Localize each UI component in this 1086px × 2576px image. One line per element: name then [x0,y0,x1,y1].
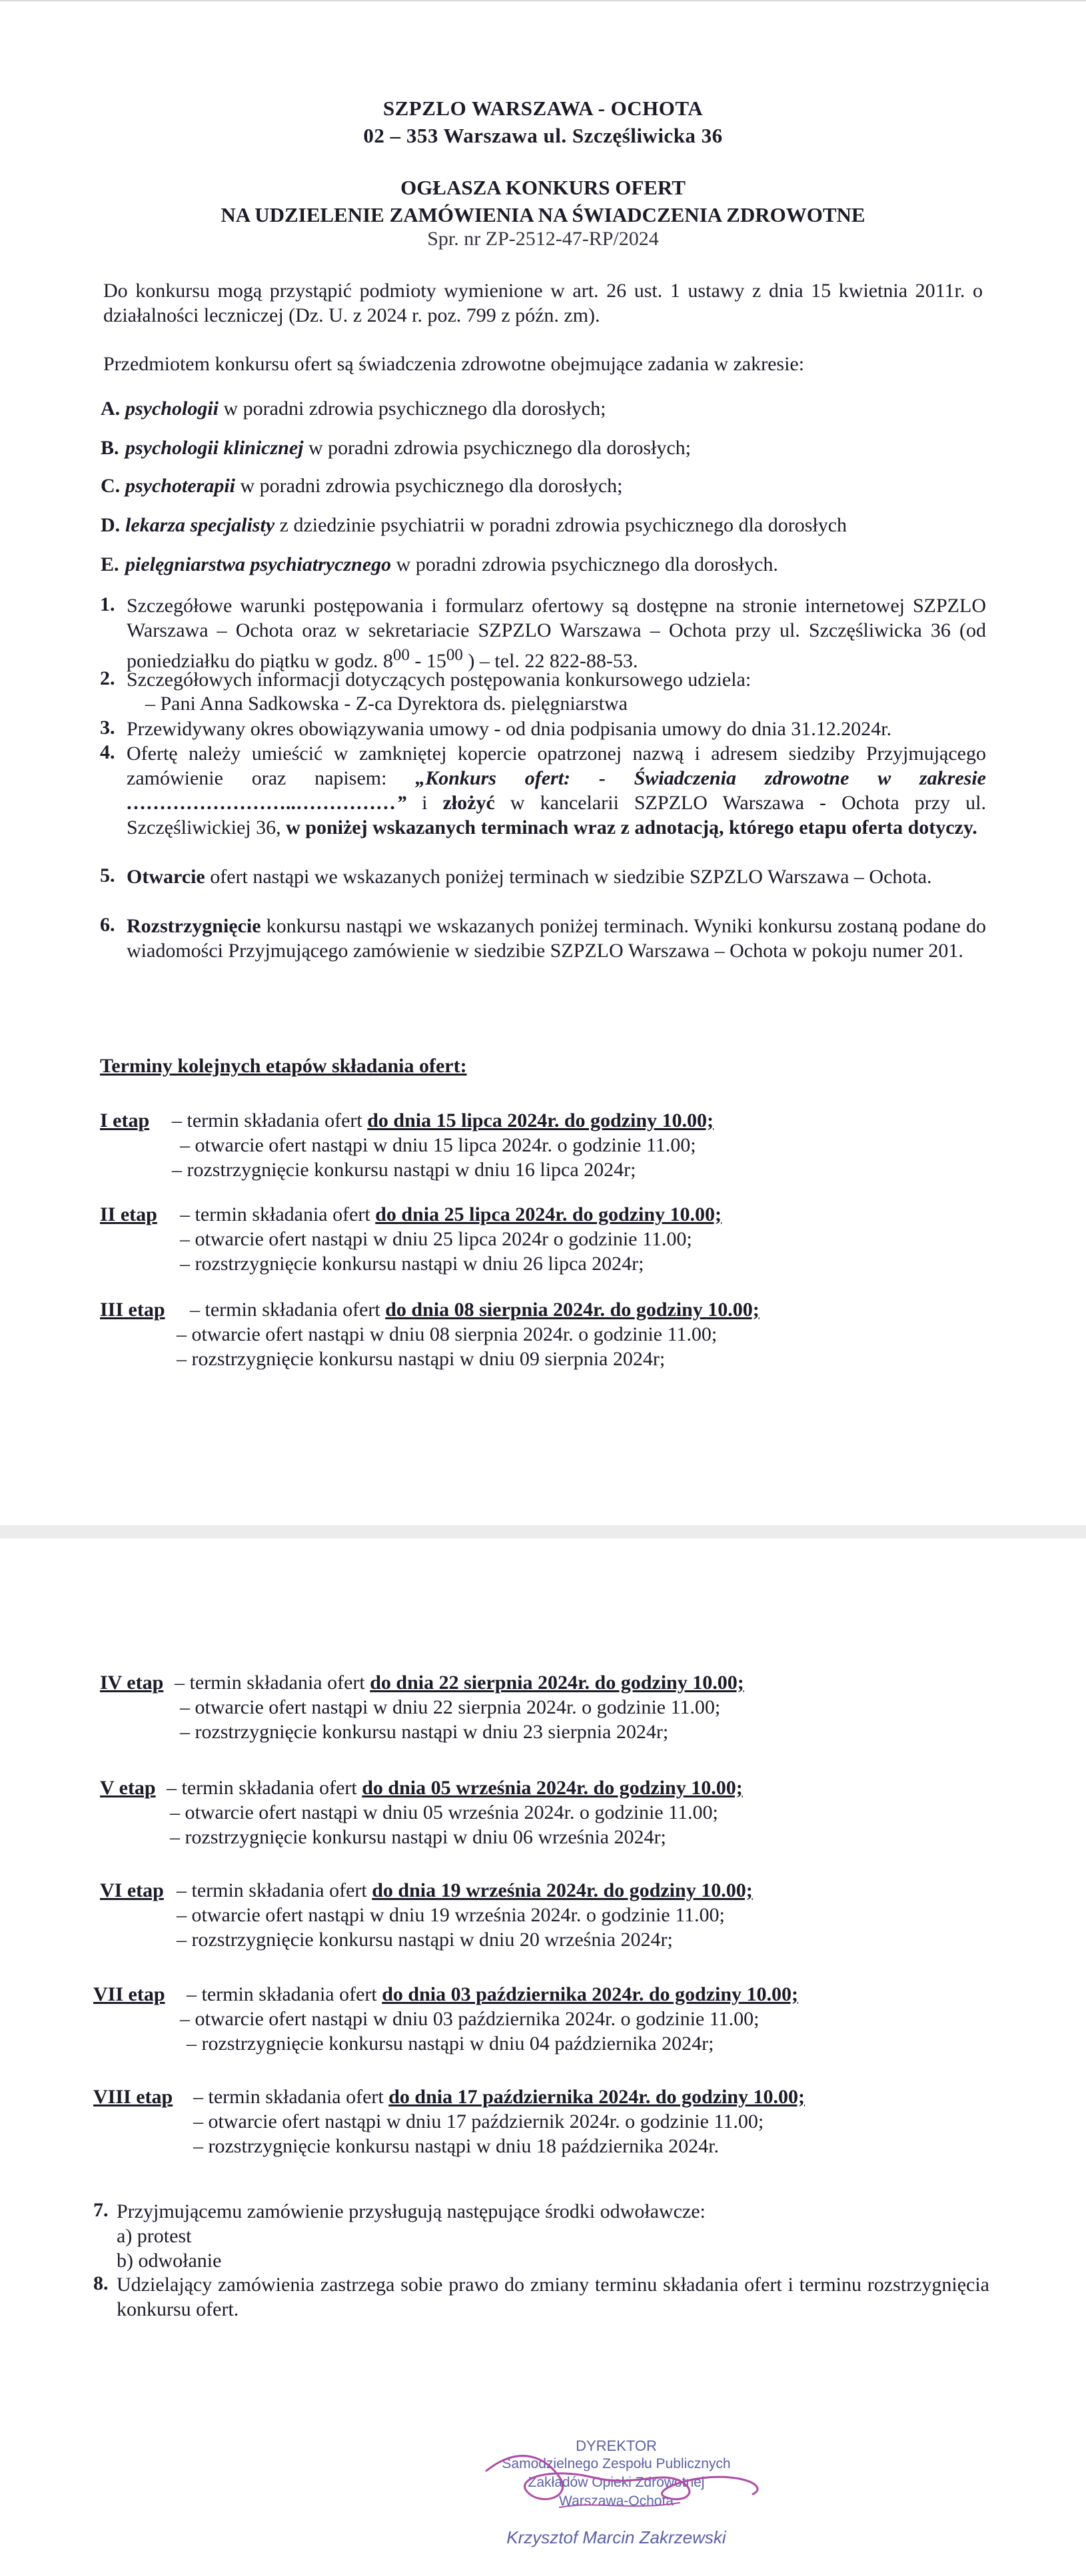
etap-label: IV etap [100,1672,164,1694]
announcement-title: OGŁASZA KONKURS OFERT [400,176,686,199]
scope-rest: w poradni zdrowia psychicznego dla dorosłych; [219,398,606,420]
etap-deadline: do dnia 17 października 2024r. do godziny 10.00; [388,2086,806,2108]
intro-eligibility: Do konkursu mogą przystąpić podmioty wymienione w art. 26 ust. 1 ustawy z dnia 15 kwietnia 2011r. o działalności leczniczej (Dz. U. z 2024 r. poz. 799 z późn. zm). [103,280,983,326]
point-3-number: 3. [100,717,115,739]
scope-letter: E. [101,553,119,575]
stamp-line-3: Warszawa-Ochota [559,2493,674,2509]
point-6-bold: Rozstrzygnięcie [127,915,261,937]
etap-opening: – otwarcie ofert nastąpi w dniu 17 październik 2024r. o godzinie 11.00; [193,2110,764,2132]
etap-6 [100,1878,993,1952]
point-1-body: Szczegółowe warunki postępowania i formularz ofertowy są dostępne na stronie internetowej SZPZLO Warszawa – Ochota oraz w sekretariacie SZPZLO Warszawa – Ochota przy ul. Szczęśliwicka 36 (od poniedziałku do piątku w godz. [127,595,986,672]
etap-deadline-prefix: – termin składania ofert [177,1879,372,1901]
remedy-appeal: b) odwołanie [117,2250,222,2272]
point-8-text: Udzielający zamówienia zastrzega sobie prawo do zmiany terminu składania ofert i terminu rozstrzygnięcia konkursu ofert. [117,2274,989,2320]
scope-item-c [101,475,623,497]
scope-bold: lekarza specjalisty [125,514,275,536]
etap-deadline: do dnia 03 października 2024r. do godziny 10.00; [382,1983,799,2005]
etap-resolution: – rozstrzygnięcie konkursu nastąpi w dniu 06 września 2024r; [170,1826,666,1848]
etap-2 [100,1202,993,1276]
envelope-label: „Konkurs ofert: - Świadczenia zdrowotne w zakresie ……………………..……………” [127,767,986,814]
scope-letter: A. [101,398,121,420]
terms-heading: Terminy kolejnych etapów składania ofert: [100,1055,467,1077]
point-4-part: Ofertę należy umieścić w zamkniętej kopercie opatrzonej nazwą i adresem siedziby Przyjmującego zamówienie oraz napisem: [127,743,986,789]
scope-rest: w poradni zdrowia psychicznego dla dorosłych; [303,437,692,459]
etap-resolution: – rozstrzygnięcie konkursu nastąpi w dniu 09 sierpnia 2024r; [177,1348,666,1370]
hours-start-minutes: 00 [392,646,410,664]
etap-label: VI etap [100,1879,164,1901]
etap-deadline-prefix: – termin składania ofert [193,2086,389,2108]
scope-bold: psychologii klinicznej [125,437,304,459]
point-5-number: 5. [100,864,115,886]
hours-dash: - [409,650,426,672]
scope-item-a [101,398,606,420]
etap-deadline: do dnia 15 lipca 2024r. do godziny 10.00; [367,1110,714,1131]
point-2-text: Szczegółowych informacji dotyczących postępowania konkursowego udziela: [127,669,752,691]
point-4-number: 4. [100,741,115,763]
etap-1 [100,1108,993,1182]
stamp-line-2: Zakładów Opieki Zdrowotnej [528,2475,705,2490]
stamp-title: DYREKTOR [576,2437,657,2454]
point-4-bold-note: w poniżej wskazanych terminach wraz z adnotacją, którego etapu oferta dotyczy. [286,816,977,838]
point-6-body: konkursu nastąpi we wskazanych poniżej terminach. Wyniki konkursu zostaną podane do wiadomości Przyjmującego zamówienie w siedzibie SZPZLO Warszawa – Ochota w pokoju numer 201. [127,915,986,962]
etap-deadline-prefix: – termin składania ofert [167,1777,362,1799]
scope-bold: psychoterapii [125,475,235,497]
scope-letter: D. [101,514,121,536]
remedy-protest: a) protest [117,2225,192,2247]
point-4-part: i [406,792,443,814]
stamp-line-1: Samodzielnego Zespołu Publicznych [502,2456,731,2471]
handwritten-signature [460,2431,780,2544]
scope-letter: C. [101,475,121,497]
etap-opening: – otwarcie ofert nastąpi w dniu 03 października 2024r. o godzinie 11.00; [180,2008,760,2030]
point-6-text [127,914,986,963]
etap-label: II etap [100,1203,157,1225]
etap-label: V etap [100,1777,156,1799]
etap-resolution: – rozstrzygnięcie konkursu nastąpi w dniu 20 września 2024r; [177,1929,673,1951]
point-8-number: 8. [93,2272,109,2294]
scope-letter: B. [101,437,119,459]
etap-resolution: – rozstrzygnięcie konkursu nastąpi w dniu 18 października 2024r. [193,2135,719,2157]
scope-rest: w poradni zdrowia psychicznego dla dorosłych. [391,553,778,575]
etap-deadline-prefix: – termin składania ofert [190,1299,386,1321]
hours-end: 15 [426,650,446,672]
intro-subject: Przedmiotem konkursu ofert są świadczenia zdrowotne obejmujące zadania w zakresie: [103,353,805,375]
etap-5 [100,1775,993,1849]
hours-start: 8 [382,650,393,672]
etap-deadline-prefix: – termin składania ofert [175,1672,370,1694]
point-2-contact: – Pani Anna Sadkowska - Z-ca Dyrektora ds. pielęgniarstwa [145,693,628,715]
point-4-bold: złożyć [442,792,495,814]
etap-deadline: do dnia 22 sierpnia 2024r. do godziny 10.00; [370,1672,744,1694]
etap-8 [93,2085,993,2158]
scope-bold: pielęgniarstwa psychiatrycznego [125,553,392,575]
scope-item-b [101,437,692,460]
etap-label: VIII etap [93,2086,173,2108]
scope-item-e [101,553,778,576]
etap-resolution: – rozstrzygnięcie konkursu nastąpi w dniu 23 sierpnia 2024r; [180,1721,669,1743]
etap-opening: – otwarcie ofert nastąpi w dniu 05 września 2024r. o godzinie 11.00; [170,1801,718,1823]
org-address: 02 – 353 Warszawa ul. Szczęśliwicka 36 [363,124,723,147]
scope-rest: w poradni zdrowia psychicznego dla dorosłych; [235,475,623,497]
etap-deadline: do dnia 05 września 2024r. do godziny 10.00; [362,1777,743,1799]
etap-deadline: do dnia 25 lipca 2024r. do godziny 10.00; [375,1203,722,1225]
point-7-number: 7. [93,2199,109,2221]
page-top-border [0,0,1086,1]
point-3-text: Przewidywany okres obowiązywania umowy - od dnia podpisania umowy do dnia 31.12.2024r. [127,718,892,740]
etap-opening: – otwarcie ofert nastąpi w dniu 19 września 2024r. o godzinie 11.00; [177,1904,725,1926]
point-4-part: w kancelarii SZPZLO Warszawa - Ochota przy ul. Szczęśliwickiej 36, [127,792,986,838]
scope-bold: psychologii [125,398,219,420]
etap-7 [93,1982,993,2056]
etap-opening: – otwarcie ofert nastąpi w dniu 25 lipca 2024r o godzinie 11.00; [180,1228,692,1250]
point-4-text [127,741,986,840]
point-5-body: ofert nastąpi we wskazanych poniżej terminach w siedzibie SZPZLO Warszawa – Ochota. [205,866,932,888]
etap-4 [100,1670,993,1744]
etap-3 [100,1297,993,1371]
etap-deadline: do dnia 08 sierpnia 2024r. do godziny 10.00; [385,1299,760,1321]
etap-label: I etap [100,1110,150,1131]
point-2-number: 2. [100,667,115,689]
point-5-bold: Otwarcie [127,866,205,888]
stamp-name: Krzysztof Marcin Zakrzewski [506,2527,726,2547]
etap-opening: – otwarcie ofert nastąpi w dniu 15 lipca 2024r. o godzinie 11.00; [180,1134,696,1156]
point-6-number: 6. [100,914,115,936]
etap-deadline: do dnia 19 września 2024r. do godziny 10.00; [372,1879,753,1901]
point-1-text [127,593,986,673]
announcement-subtitle: NA UDZIELENIE ZAMÓWIENIA NA ŚWIADCZENIA ZDROWOTNE [221,203,865,226]
etap-label: VII etap [93,1983,165,2005]
point-7-text: Przyjmującemu zamówienie przysługują następujące środki odwoławcze: [117,2200,706,2222]
etap-resolution: – rozstrzygnięcie konkursu nastąpi w dniu 16 lipca 2024r; [172,1159,636,1181]
hours-end-minutes: 00 [446,646,463,664]
phone-number: ) – tel. 22 822-88-53. [462,650,638,672]
etap-deadline-prefix: – termin składania ofert [180,1203,376,1225]
scope-item-d [101,514,847,537]
point-5-text [127,864,986,889]
etap-resolution: – rozstrzygnięcie konkursu nastąpi w dniu 26 lipca 2024r; [180,1253,644,1275]
etap-resolution: – rozstrzygnięcie konkursu nastąpi w dniu 04 października 2024r; [187,2033,714,2055]
etap-deadline-prefix: – termin składania ofert [187,1983,382,2005]
scope-rest: z dziedzinie psychiatrii w poradni zdrowia psychicznego dla dorosłych [274,514,847,536]
point-1-number: 1. [100,593,115,615]
etap-opening: – otwarcie ofert nastąpi w dniu 08 sierpnia 2024r. o godzinie 11.00; [177,1323,718,1345]
etap-opening: – otwarcie ofert nastąpi w dniu 22 sierpnia 2024r. o godzinie 11.00; [180,1696,721,1718]
org-name: SZPZLO WARSZAWA - OCHOTA [382,97,704,120]
etap-label: III etap [100,1299,165,1321]
etap-deadline-prefix: – termin składania ofert [172,1110,368,1131]
reference-number: Spr. nr ZP-2512-47-RP/2024 [427,228,659,250]
